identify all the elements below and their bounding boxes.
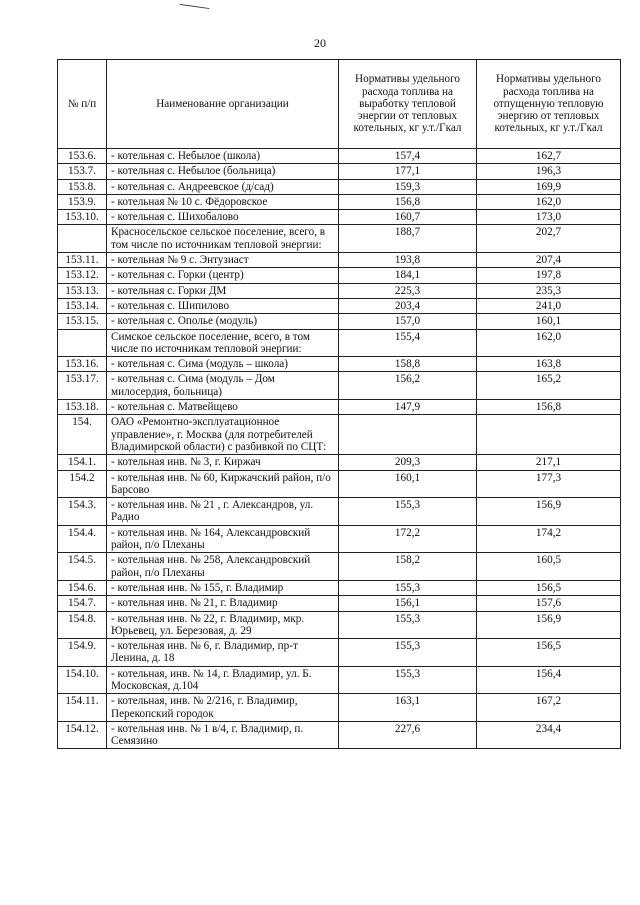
table-row [58,225,621,253]
organization-name: - котельная инв. № 21 , г. Александров, ул. Радио [107,498,339,526]
norm-supply-value: 160,1 [477,314,621,329]
row-number [58,225,107,253]
row-number: 153.13. [58,283,107,298]
row-number: 153.18. [58,400,107,415]
organization-name: - котельная № 10 с. Фёдоровское [107,194,339,209]
table-row [58,372,621,400]
table-row [58,253,621,268]
table-row [58,498,621,526]
row-number: 154.1. [58,455,107,470]
table-row [58,298,621,313]
row-number: 154.8. [58,611,107,639]
norm-supply-value: 156,5 [477,639,621,667]
table-row [58,268,621,283]
norm-production-value: 147,9 [339,400,477,415]
norm-production-value: 203,4 [339,298,477,313]
organization-name: - котельная инв. № 258, Александровский район, п/о Плеханы [107,553,339,581]
norm-production-value: 172,2 [339,525,477,553]
table-row [58,580,621,595]
norm-supply-value: 169,9 [477,179,621,194]
table-row [58,283,621,298]
organization-name: - котельная инв. № 6, г. Владимир, пр-т Ленина, д. 18 [107,639,339,667]
organization-name: ОАО «Ремонтно-эксплуатационное управление», г. Москва (для потребителей Владимирской области) с разбивкой по СЦТ: [107,415,339,455]
header-norm-production: Нормативы удельного расхода топлива на выработку тепловой энергии от тепловых котельных, кг у.т./Гкал [339,60,477,149]
norm-production-value: 157,0 [339,314,477,329]
organization-name: - котельная, инв. № 2/216, г. Владимир, Перекопский городок [107,694,339,722]
fuel-norms-table [57,59,621,749]
page-number: 20 [314,36,326,50]
organization-name: - котельная инв. № 60, Киржачский район, п/о Барсово [107,470,339,498]
norm-production-value: 225,3 [339,283,477,298]
organization-name: - котельная с. Сима (модуль – школа) [107,357,339,372]
norm-supply-value: 174,2 [477,525,621,553]
table-row [58,415,621,455]
table-row [58,357,621,372]
row-number: 154.7. [58,596,107,611]
organization-name: - котельная с. Шипилово [107,298,339,313]
norm-production-value: 163,1 [339,694,477,722]
organization-name: - котельная инв. № 3, г. Киржач [107,455,339,470]
norm-production-value: 155,3 [339,611,477,639]
norm-supply-value: 241,0 [477,298,621,313]
table-row [58,210,621,225]
table-header-row [58,60,621,149]
row-number: 154.2 [58,470,107,498]
norm-production-value: 158,2 [339,553,477,581]
table-row [58,525,621,553]
row-number: 154.11. [58,694,107,722]
norm-supply-value: 196,3 [477,164,621,179]
table-row [58,721,621,749]
norm-production-value: 157,4 [339,149,477,164]
row-number: 153.7. [58,164,107,179]
norm-supply-value: 156,9 [477,611,621,639]
norm-supply-value [477,415,621,455]
norm-production-value [339,415,477,455]
norm-production-value: 160,1 [339,470,477,498]
norm-supply-value: 234,4 [477,721,621,749]
organization-name: Симское сельское поселение, всего, в том числе по источникам тепловой энергии: [107,329,339,357]
norm-supply-value: 167,2 [477,694,621,722]
organization-name: - котельная с. Небылое (больница) [107,164,339,179]
row-number: 154.10. [58,666,107,694]
row-number: 153.15. [58,314,107,329]
organization-name: - котельная инв. № 155, г. Владимир [107,580,339,595]
scan-mark [180,0,211,9]
row-number: 153.9. [58,194,107,209]
norm-production-value: 155,3 [339,580,477,595]
organization-name: Красносельское сельское поселение, всего, в том числе по источникам тепловой энергии: [107,225,339,253]
row-number: 154.3. [58,498,107,526]
row-number: 154.5. [58,553,107,581]
norm-supply-value: 165,2 [477,372,621,400]
norm-supply-value: 177,3 [477,470,621,498]
norm-supply-value: 217,1 [477,455,621,470]
table-row [58,314,621,329]
table-row [58,164,621,179]
row-number: 153.6. [58,149,107,164]
table-row [58,179,621,194]
norm-production-value: 156,1 [339,596,477,611]
organization-name: - котельная, инв. № 14, г. Владимир, ул. Б. Московская, д.104 [107,666,339,694]
row-number: 154.9. [58,639,107,667]
organization-name: - котельная инв. № 1 в/4, г. Владимир, п. Семязино [107,721,339,749]
organization-name: - котельная инв. № 164, Александровский район, п/о Плеханы [107,525,339,553]
table-row [58,400,621,415]
row-number: 154.12. [58,721,107,749]
table-row [58,694,621,722]
norm-production-value: 184,1 [339,268,477,283]
row-number: 153.8. [58,179,107,194]
row-number: 154. [58,415,107,455]
organization-name: - котельная с. Шихобалово [107,210,339,225]
norm-production-value: 156,2 [339,372,477,400]
header-norm-supply: Нормативы удельного расхода топлива на отпущенную тепловую энергию от тепловых котельных, кг у.т./Гкал [477,60,621,149]
norm-production-value: 158,8 [339,357,477,372]
norm-production-value: 209,3 [339,455,477,470]
row-number [58,329,107,357]
row-number: 153.11. [58,253,107,268]
table-row [58,553,621,581]
norm-supply-value: 202,7 [477,225,621,253]
norm-supply-value: 162,7 [477,149,621,164]
norm-supply-value: 156,8 [477,400,621,415]
table-row [58,455,621,470]
norm-supply-value: 157,6 [477,596,621,611]
organization-name: - котельная с. Горки (центр) [107,268,339,283]
norm-supply-value: 162,0 [477,194,621,209]
row-number: 153.14. [58,298,107,313]
norm-production-value: 155,3 [339,666,477,694]
organization-name: - котельная инв. № 22, г. Владимир, мкр. Юрьевец, ул. Березовая, д. 29 [107,611,339,639]
norm-production-value: 188,7 [339,225,477,253]
organization-name: - котельная № 9 с. Энтузиаст [107,253,339,268]
norm-production-value: 155,3 [339,498,477,526]
norm-supply-value: 163,8 [477,357,621,372]
norm-production-value: 193,8 [339,253,477,268]
table-row [58,666,621,694]
norm-supply-value: 162,0 [477,329,621,357]
norm-production-value: 156,8 [339,194,477,209]
row-number: 153.12. [58,268,107,283]
norm-supply-value: 156,5 [477,580,621,595]
norm-production-value: 227,6 [339,721,477,749]
organization-name: - котельная с. Горки ДМ [107,283,339,298]
row-number: 153.16. [58,357,107,372]
norm-supply-value: 197,8 [477,268,621,283]
norm-production-value: 155,3 [339,639,477,667]
norm-supply-value: 156,9 [477,498,621,526]
organization-name: - котельная с. Небылое (школа) [107,149,339,164]
organization-name: - котельная с. Андреевское (д/сад) [107,179,339,194]
norm-supply-value: 235,3 [477,283,621,298]
row-number: 154.4. [58,525,107,553]
norm-supply-value: 173,0 [477,210,621,225]
organization-name: - котельная с. Матвейщево [107,400,339,415]
norm-production-value: 155,4 [339,329,477,357]
table-row [58,611,621,639]
header-organization: Наименование организации [107,60,339,149]
header-num: № п/п [58,60,107,149]
organization-name: - котельная инв. № 21, г. Владимир [107,596,339,611]
norm-production-value: 159,3 [339,179,477,194]
organization-name: - котельная с. Ополье (модуль) [107,314,339,329]
norm-production-value: 177,1 [339,164,477,179]
norm-supply-value: 156,4 [477,666,621,694]
table-row [58,194,621,209]
table-row [58,639,621,667]
table-row [58,149,621,164]
norm-production-value: 160,7 [339,210,477,225]
organization-name: - котельная с. Сима (модуль – Дом милосердия, больница) [107,372,339,400]
norm-supply-value: 160,5 [477,553,621,581]
table-row [58,596,621,611]
table-row [58,470,621,498]
row-number: 153.17. [58,372,107,400]
table-row [58,329,621,357]
row-number: 153.10. [58,210,107,225]
norm-supply-value: 207,4 [477,253,621,268]
row-number: 154.6. [58,580,107,595]
